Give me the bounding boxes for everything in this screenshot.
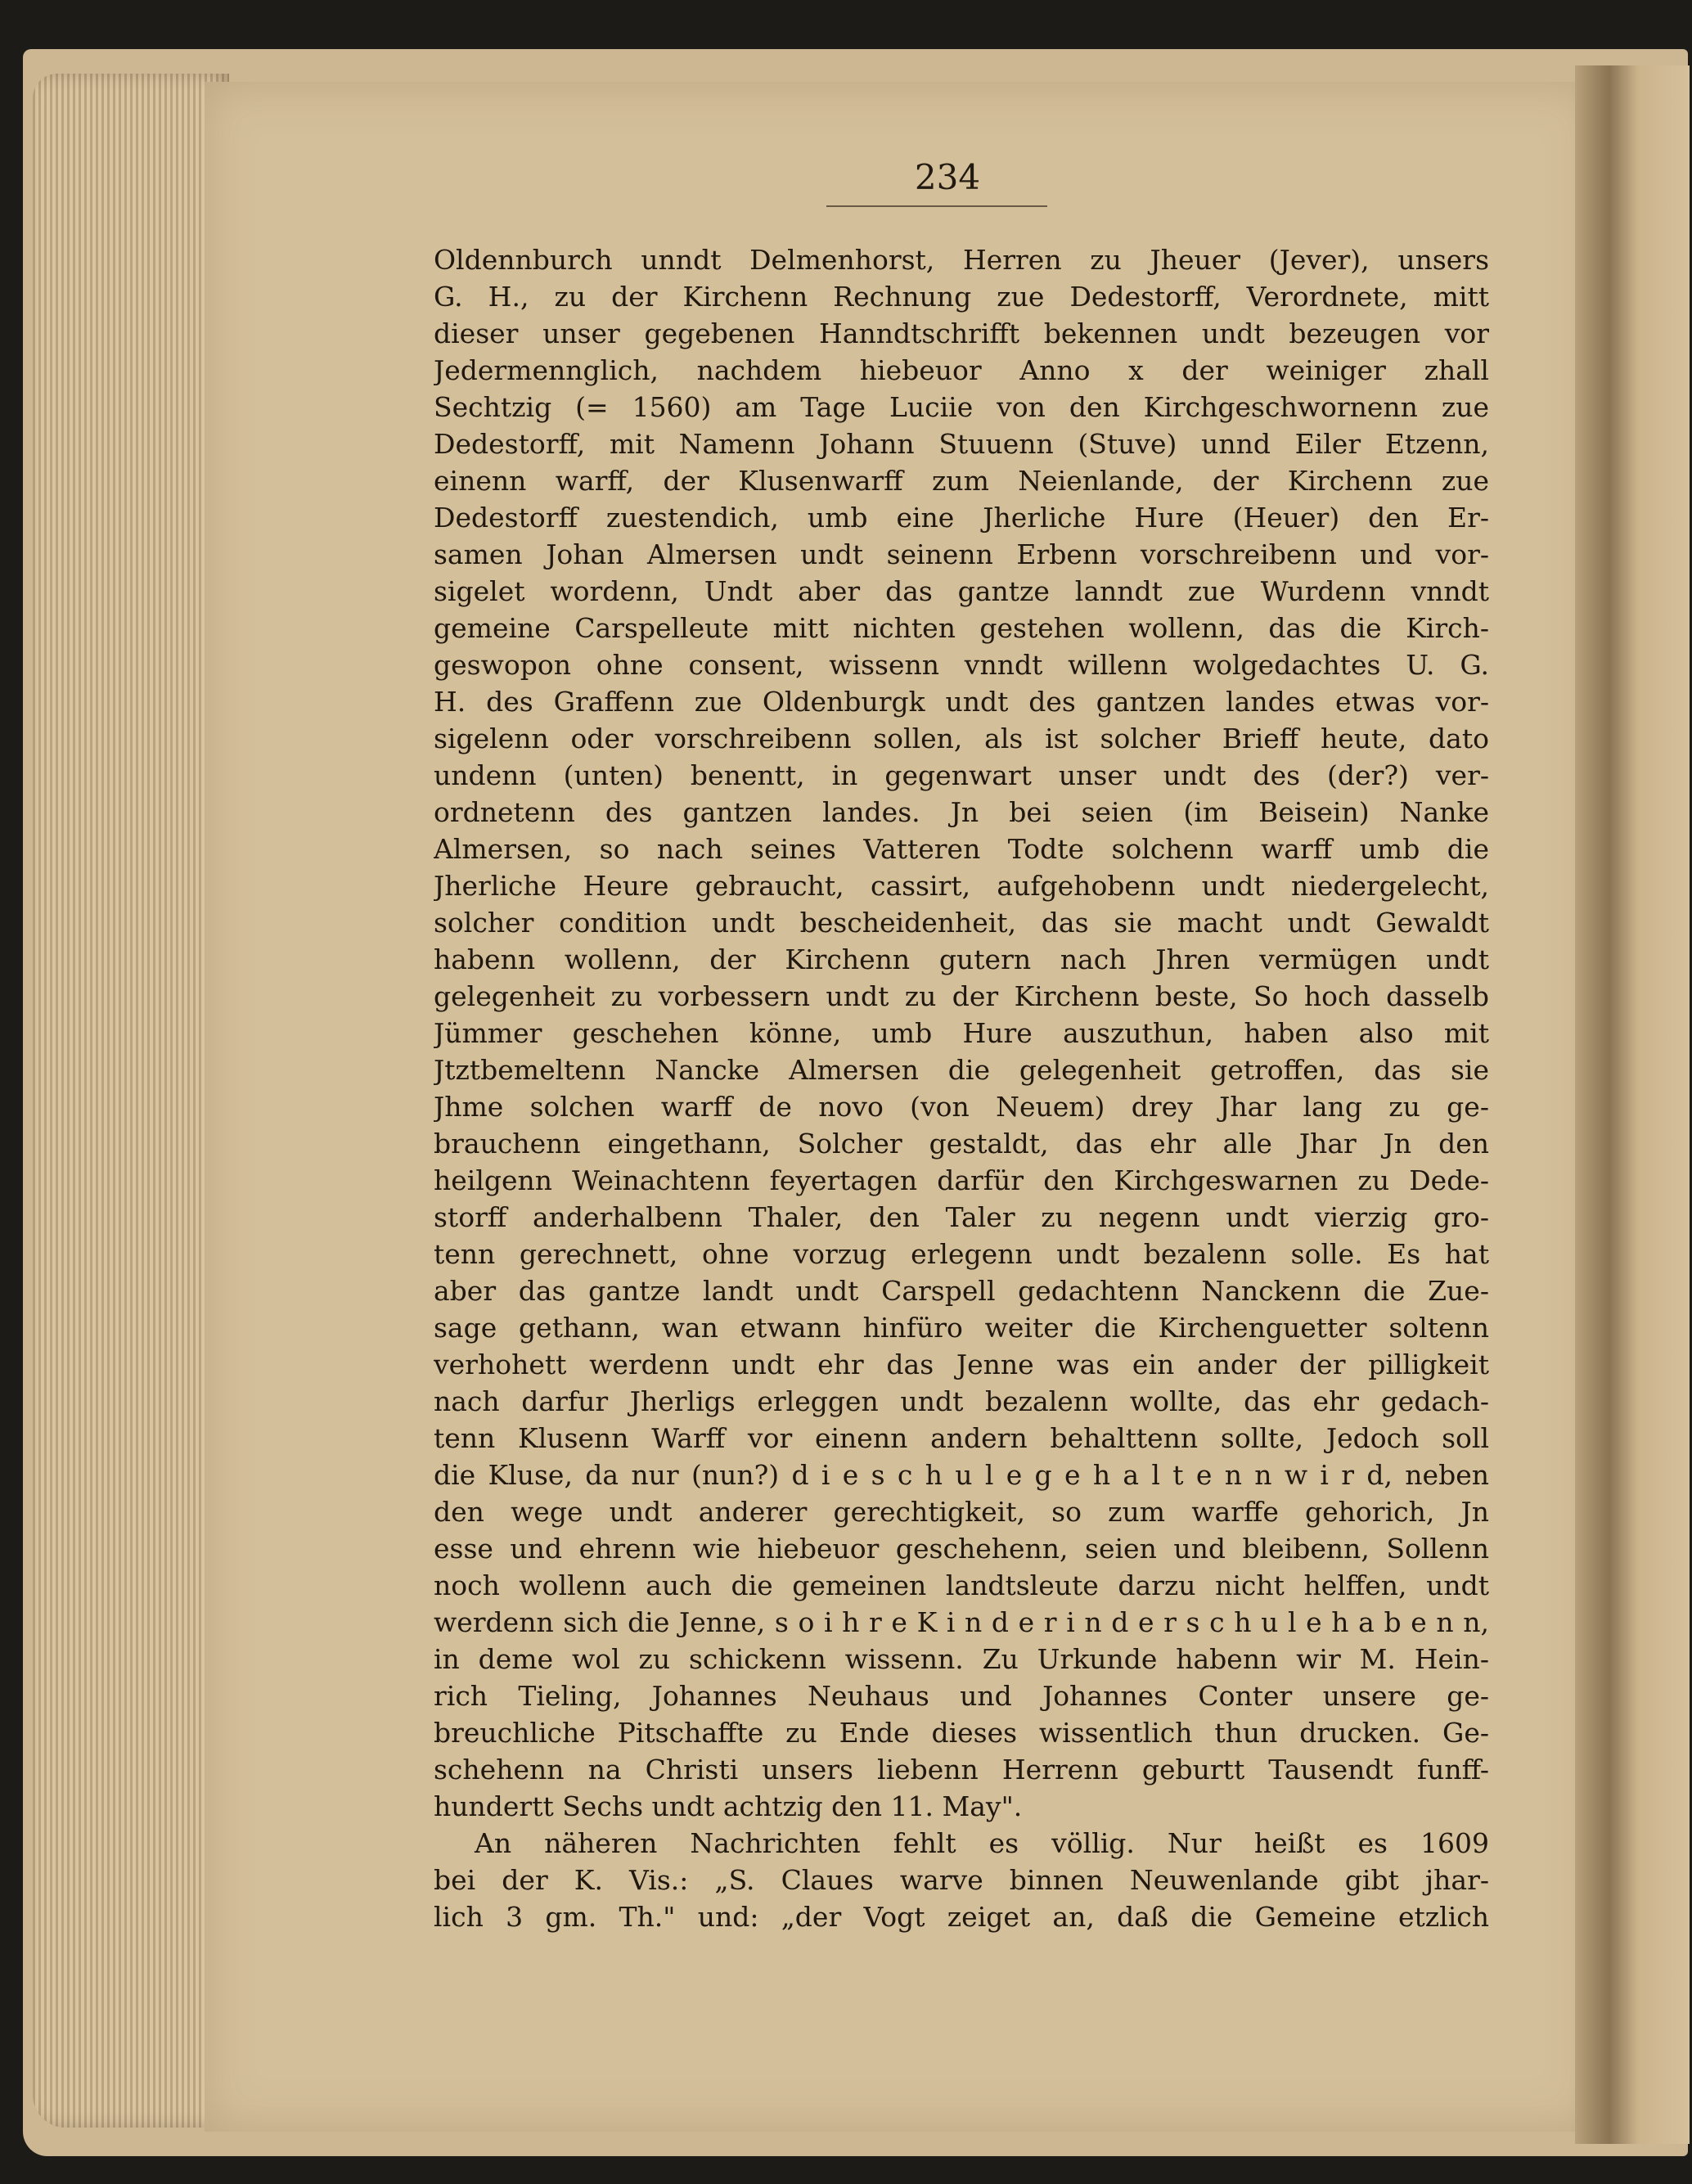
text-line: samen Johan Almersen undt seinenn Erbenn vorschreibenn und vor- bbox=[434, 538, 1489, 570]
text-line: einenn warff, der Klusenwarff zum Neienlande, der Kirchenn zue bbox=[434, 465, 1489, 497]
text-line: Sechtzig (= 1560) am Tage Luciie von den Kirchgeschwornenn zue bbox=[434, 391, 1489, 423]
text-line: tenn Klusenn Warff vor einenn andern behalttenn sollte, Jedoch soll bbox=[434, 1422, 1489, 1454]
text-line: noch wollenn auch die gemeinen landtsleute darzu nicht helffen, undt bbox=[434, 1569, 1489, 1601]
text-line: Jedermennglich, nachdem hiebeuor Anno x der weiniger zhall bbox=[434, 354, 1489, 386]
text-line: Oldennburch unndt Delmenhorst, Herren zu Jheuer (Jever), unsers bbox=[434, 244, 1489, 276]
text-line: storff anderhalbenn Thaler, den Taler zu negenn undt vierzig gro- bbox=[434, 1201, 1489, 1233]
text-line: bei der K. Vis.: „S. Claues warve binnen Neuwenlande gibt jhar- bbox=[434, 1864, 1489, 1896]
text-line: verhohett werdenn undt ehr das Jenne was ein ander der pilligkeit bbox=[434, 1349, 1489, 1380]
header-rule bbox=[826, 205, 1047, 207]
text-line: habenn wollenn, der Kirchenn gutern nach Jhren vermügen undt bbox=[434, 943, 1489, 975]
text-line: gemeine Carspelleute mitt nichten gestehen wollenn, das die Kirch- bbox=[434, 612, 1489, 644]
text-line: sage gethann, wan etwann hinfüro weiter die Kirchenguetter soltenn bbox=[434, 1312, 1489, 1344]
body-text bbox=[434, 241, 1489, 1935]
text-line: esse und ehrenn wie hiebeuor geschehenn, seien und bleibenn, Sollenn bbox=[434, 1533, 1489, 1565]
text-line: solcher condition undt bescheidenheit, das sie macht undt Gewaldt bbox=[434, 907, 1489, 939]
text-line: Jherliche Heure gebraucht, cassirt, aufgehobenn undt niedergelecht, bbox=[434, 870, 1489, 902]
text-line: An näheren Nachrichten fehlt es völlig. Nur heißt es 1609 bbox=[475, 1827, 1489, 1859]
text-line: Jhme solchen warff de novo (von Neuem) drey Jhar lang zu ge- bbox=[434, 1091, 1489, 1123]
text-line: in deme wol zu schickenn wissenn. Zu Urkunde habenn wir M. Hein- bbox=[434, 1643, 1489, 1675]
text-line: G. H., zu der Kirchenn Rechnung zue Dedestorff, Verordnete, mitt bbox=[434, 281, 1489, 313]
text-line: aber das gantze landt undt Carspell gedachtenn Nanckenn die Zue- bbox=[434, 1275, 1489, 1307]
text-line: schehenn na Christi unsers liebenn Herrenn geburtt Tausendt funff- bbox=[434, 1754, 1489, 1785]
text-line: werdenn sich die Jenne, s o i h r e K i n d e r i n d e r s c h u l e h a b e n n, bbox=[434, 1606, 1489, 1638]
text-line: undenn (unten) benentt, in gegenwart unser undt des (der?) ver- bbox=[434, 759, 1489, 791]
text-line: Almersen, so nach seines Vatteren Todte solchenn warff umb die bbox=[434, 833, 1489, 865]
text-line: dieser unser gegebenen Hanndtschrifft bekennen undt bezeugen vor bbox=[434, 317, 1489, 349]
text-line: breuchliche Pitschaffte zu Ende dieses wissentlich thun drucken. Ge- bbox=[434, 1717, 1489, 1749]
page-edges bbox=[33, 74, 229, 2128]
text-line: Jümmer geschehen könne, umb Hure auszuthun, haben also mit bbox=[434, 1017, 1489, 1049]
text-line: die Kluse, da nur (nun?) d i e s c h u l e g e h a l t e n n w i r d, neben bbox=[434, 1459, 1489, 1491]
text-line: brauchenn eingethann, Solcher gestaldt, das ehr alle Jhar Jn den bbox=[434, 1128, 1489, 1160]
text-line: tenn gerechnett, ohne vorzug erlegenn undt bezalenn solle. Es hat bbox=[434, 1238, 1489, 1270]
page-number: 234 bbox=[914, 157, 981, 197]
text-line: den wege undt anderer gerechtigkeit, so zum warffe gehorich, Jn bbox=[434, 1496, 1489, 1528]
book-gutter bbox=[1575, 65, 1690, 2144]
text-line: lich 3 gm. Th." und: „der Vogt zeiget an, daß die Gemeine etzlich bbox=[434, 1901, 1489, 1933]
text-line: geswороn ohne consent, wissenn vnndt willenn wolgedachtes U. G. bbox=[434, 649, 1489, 681]
text-line: ordnetenn des gantzen landes. Jn bei seien (im Beisein) Nanke bbox=[434, 796, 1489, 828]
text-line: nach darfur Jherligs erleggen undt bezalenn wollte, das ehr gedach- bbox=[434, 1385, 1489, 1417]
text-line: Dedestorff zuestendich, umb eine Jherliche Hure (Heuer) den Er- bbox=[434, 502, 1489, 534]
text-line: rich Tieling, Johannes Neuhaus und Johannes Conter unsere ge- bbox=[434, 1680, 1489, 1712]
text-line: sigelenn oder vorschreibenn sollen, als ist solcher Brieff heute, dato bbox=[434, 723, 1489, 754]
text-line: heilgenn Weinachtenn feyertagen darfür den Kirchgeswarnen zu Dede- bbox=[434, 1164, 1489, 1196]
text-line: Jtztbemeltenn Nancke Almersen die gelegenheit getroffen, das sie bbox=[434, 1054, 1489, 1086]
text-line: sigelet wordenn, Undt aber das gantze lanndt zue Wurdenn vnndt bbox=[434, 575, 1489, 607]
text-line: hundertt Sechs undt achtzig den 11. May". bbox=[434, 1790, 1023, 1822]
text-line: gelegenheit zu vorbessern undt zu der Kirchenn beste, So hoch dasselb bbox=[434, 980, 1489, 1012]
text-line: H. des Graffenn zue Oldenburgk undt des gantzen landes etwas vor- bbox=[434, 686, 1489, 718]
text-line: Dedestorff, mit Namenn Johann Stuuenn (Stuve) unnd Eiler Etzenn, bbox=[434, 428, 1489, 460]
